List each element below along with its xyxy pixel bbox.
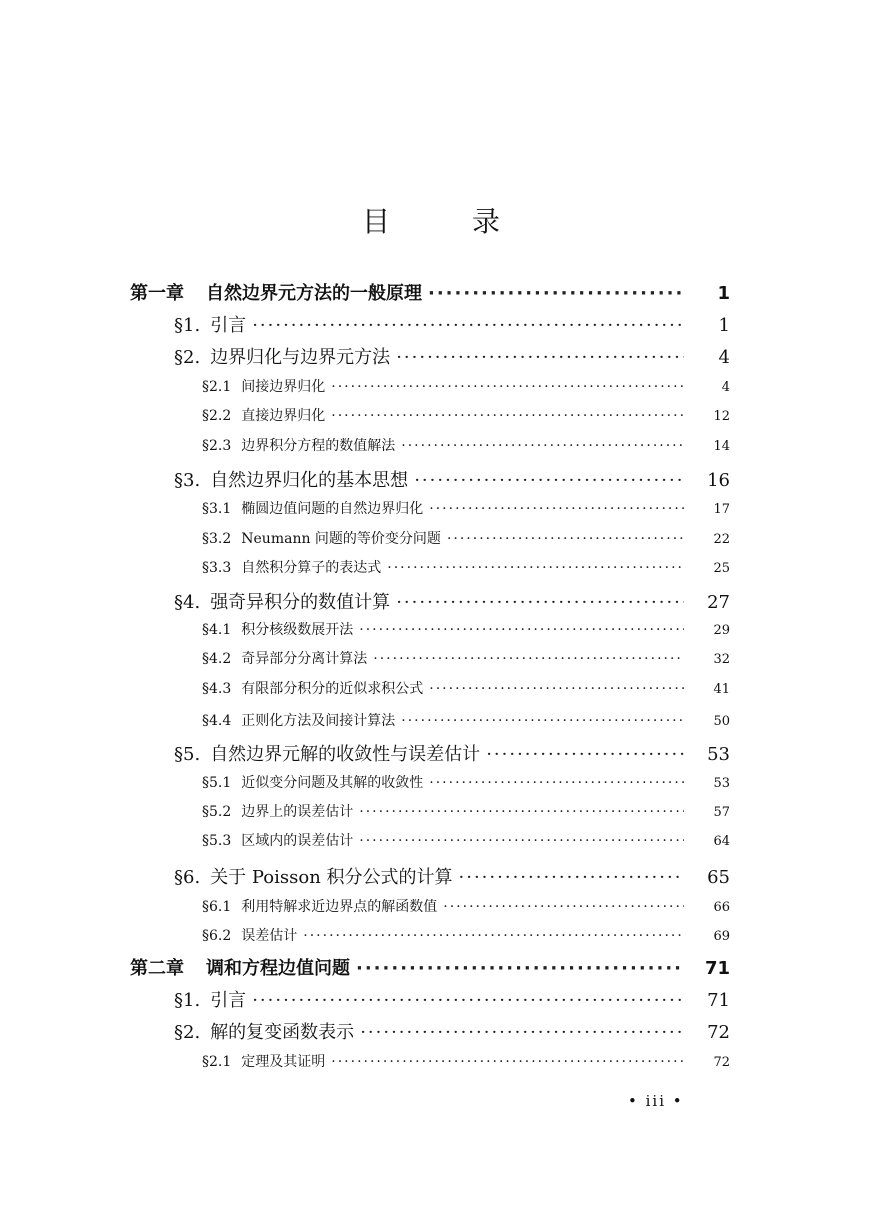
- toc-label: 区域内的误差估计: [241, 833, 354, 849]
- toc-page-number: 1: [718, 315, 730, 336]
- toc-number: §6.2: [202, 928, 232, 944]
- leader-dots: [401, 438, 684, 454]
- toc-number: §4.4: [202, 713, 232, 729]
- toc-label: 自然积分算子的表达式: [241, 560, 382, 576]
- leader-dots: [252, 315, 684, 336]
- leader-dots: [414, 470, 684, 491]
- toc-number: §6.: [174, 867, 201, 888]
- toc-section[interactable]: [174, 863, 730, 889]
- toc-number: §3.3: [202, 560, 232, 576]
- leader-dots: [387, 560, 684, 576]
- toc-label: 边界归化与边界元方法: [210, 347, 391, 368]
- toc-label: 自然边界元解的收敛性与误差估计: [210, 744, 481, 765]
- toc-section[interactable]: [174, 986, 730, 1012]
- toc-page-number: 16: [707, 470, 730, 491]
- toc-page-number: 17: [713, 502, 730, 517]
- toc-label: 强奇异积分的数值计算: [210, 592, 391, 613]
- toc-subsection[interactable]: [202, 772, 730, 792]
- toc-label: 引言: [210, 315, 247, 336]
- toc-subsection[interactable]: [202, 557, 730, 577]
- toc-number: §3.2: [202, 531, 232, 547]
- toc-number: §2.2: [202, 408, 232, 424]
- toc-label: 近似变分问题及其解的收敛性: [241, 775, 424, 791]
- toc-subsection[interactable]: [202, 498, 730, 518]
- toc-number: §2.1: [202, 379, 232, 395]
- toc-label: 调和方程边值问题: [206, 958, 350, 979]
- toc-section[interactable]: [174, 1018, 730, 1044]
- toc-subsection[interactable]: [202, 619, 730, 639]
- toc-number: §3.1: [202, 501, 232, 517]
- toc-section[interactable]: [174, 466, 730, 492]
- toc-page-number: 32: [713, 652, 730, 667]
- toc-subsection[interactable]: [202, 896, 730, 916]
- toc-page-number: 14: [713, 439, 730, 454]
- leader-dots: [447, 531, 684, 547]
- toc-page-number: 53: [707, 744, 730, 765]
- toc-number: §4.2: [202, 651, 232, 667]
- toc-subsection[interactable]: [202, 801, 730, 821]
- toc-subsection[interactable]: [202, 710, 730, 730]
- leader-dots: [331, 379, 684, 395]
- toc-label: 误差估计: [241, 928, 298, 944]
- toc-page-number: 1: [717, 283, 730, 304]
- toc-label: 边界上的误差估计: [241, 804, 354, 820]
- toc-page-number: 29: [713, 623, 730, 638]
- toc-section[interactable]: [174, 311, 730, 337]
- toc-subsection[interactable]: [202, 830, 730, 850]
- toc-number: §6.1: [202, 899, 232, 915]
- toc-subsection[interactable]: [202, 376, 730, 396]
- toc-label: 关于 Poisson 积分公式的计算: [210, 867, 453, 888]
- leader-dots: [373, 651, 684, 667]
- toc-page-number: 22: [713, 532, 730, 547]
- toc-number: §5.3: [202, 833, 232, 849]
- toc-label: 定理及其证明: [241, 1054, 326, 1070]
- leader-dots: [486, 744, 684, 765]
- toc-label: 自然边界元方法的一般原理: [206, 283, 422, 304]
- toc-number: §4.1: [202, 622, 232, 638]
- toc-page-number: 64: [713, 834, 730, 849]
- leader-dots: [428, 283, 684, 304]
- toc-label: 正则化方法及间接计算法: [241, 713, 396, 729]
- toc-label: Neumann 问题的等价变分问题: [241, 531, 441, 547]
- toc-label: 自然边界归化的基本思想: [210, 470, 409, 491]
- toc-number: §2.1: [202, 1054, 232, 1070]
- toc-page-number: 71: [704, 958, 730, 979]
- toc-page-number: 4: [721, 380, 730, 395]
- toc-title-part2: 录: [472, 205, 501, 238]
- toc-section[interactable]: [174, 343, 730, 369]
- toc-number: 第一章: [130, 283, 184, 304]
- toc-page-number: 72: [713, 1055, 730, 1070]
- toc-chapter-1[interactable]: [130, 279, 730, 305]
- toc-page-number: 4: [718, 347, 730, 368]
- toc-title: [0, 200, 870, 240]
- toc-number: §4.3: [202, 681, 232, 697]
- toc-label: 积分核级数展开法: [241, 622, 354, 638]
- leader-dots: [429, 681, 684, 697]
- toc-subsection[interactable]: [202, 648, 730, 668]
- toc-number: §3.: [174, 470, 201, 491]
- toc-number: §4.: [174, 592, 201, 613]
- toc-chapter-2[interactable]: [130, 954, 730, 980]
- toc-label: 直接边界归化: [241, 408, 326, 424]
- toc-label: 奇异部分分离计算法: [241, 651, 368, 667]
- leader-dots: [429, 775, 684, 791]
- toc-label: 解的复变函数表示: [210, 1022, 355, 1043]
- toc-subsection[interactable]: [202, 1051, 730, 1071]
- toc-page-number: 25: [713, 561, 730, 576]
- leader-dots: [443, 899, 684, 915]
- leader-dots: [359, 804, 684, 820]
- toc-label: 引言: [210, 990, 247, 1011]
- leader-dots: [252, 990, 684, 1011]
- toc-number: §5.1: [202, 775, 232, 791]
- leader-dots: [396, 347, 684, 368]
- toc-label: 间接边界归化: [241, 379, 326, 395]
- toc-number: §2.: [174, 1022, 201, 1043]
- toc-subsection[interactable]: [202, 435, 730, 455]
- leader-dots: [459, 867, 684, 888]
- toc-page-number: 69: [713, 929, 730, 944]
- toc-title-part1: 目: [362, 205, 391, 238]
- toc-page-number: 57: [713, 805, 730, 820]
- leader-dots: [331, 408, 684, 424]
- toc-page-number: 65: [707, 867, 730, 888]
- leader-dots: [303, 928, 684, 944]
- toc-label: 有限部分积分的近似求积公式: [241, 681, 424, 697]
- toc-number: §5.2: [202, 804, 232, 820]
- toc-page-number: 41: [713, 682, 730, 697]
- toc-section[interactable]: [174, 588, 730, 614]
- toc-number: §1.: [174, 990, 201, 1011]
- toc-page-number: 72: [707, 1022, 730, 1043]
- toc-subsection[interactable]: [202, 678, 730, 698]
- toc-page-number: 50: [713, 714, 730, 729]
- toc-subsection[interactable]: [202, 405, 730, 425]
- toc-page-number: 71: [707, 990, 730, 1011]
- toc-subsection[interactable]: [202, 528, 730, 548]
- leader-dots: [429, 501, 684, 517]
- leader-dots: [401, 713, 684, 729]
- toc-subsection[interactable]: [202, 925, 730, 945]
- leader-dots: [359, 833, 684, 849]
- toc-page-number: 27: [707, 592, 730, 613]
- toc-number: §5.: [174, 744, 201, 765]
- page-number-footer: • iii •: [628, 1092, 684, 1110]
- leader-dots: [356, 958, 684, 979]
- toc-label: 利用特解求近边界点的解函数值: [241, 899, 438, 915]
- toc-section[interactable]: [174, 740, 730, 766]
- toc-number: §2.: [174, 347, 201, 368]
- leader-dots: [396, 592, 684, 613]
- toc-number: 第二章: [130, 958, 184, 979]
- leader-dots: [360, 1022, 684, 1043]
- toc-page-number: 53: [713, 776, 730, 791]
- leader-dots: [359, 622, 684, 638]
- toc-label: 椭圆边值问题的自然边界归化: [241, 501, 424, 517]
- toc-number: §1.: [174, 315, 201, 336]
- toc-number: §2.3: [202, 438, 232, 454]
- toc-label: 边界积分方程的数值解法: [241, 438, 396, 454]
- toc-page-number: 66: [713, 900, 730, 915]
- toc-page-number: 12: [713, 409, 730, 424]
- leader-dots: [331, 1054, 684, 1070]
